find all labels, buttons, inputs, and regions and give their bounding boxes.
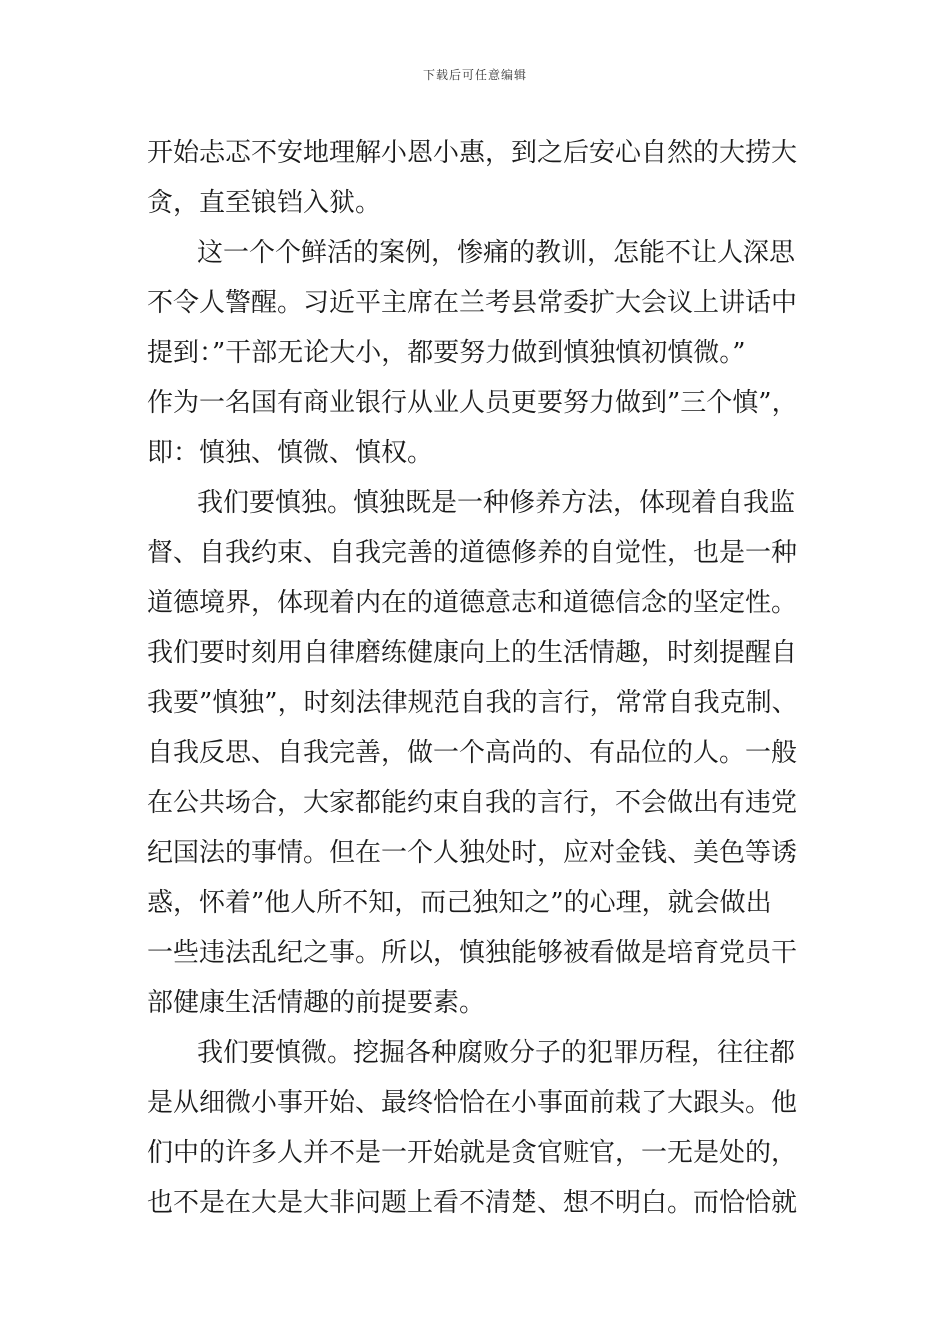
text-line: 道德境界，体现着内在的道德意志和道德信念的坚定性。 [147,588,798,618]
text-line: 作为一名国有商业银行从业人员更要努力做到”三个慎”， [147,388,798,418]
text-line: 纪国法的事情。但在一个人独处时，应对金钱、美色等诱 [147,838,798,868]
text-line: 们中的许多人并不是一开始就是贪官赃官，一无是处的， [147,1138,798,1168]
text-line: 自我反思、自我完善，做一个高尚的、有品位的人。一般 [147,738,798,768]
text-line: 在公共场合，大家都能约束自我的言行，不会做出有违党 [147,788,798,818]
text-line: 开始忐忑不安地理解小恩小惠，到之后安心自然的大捞大 [147,138,798,168]
text-line: 我们要慎独。慎独既是一种修养方法，体现着自我监 [197,488,796,518]
text-line: 也不是在大是大非问题上看不清楚、想不明白。而恰恰就 [147,1188,798,1218]
text-line: 贪，直至锒铛入狱。 [147,188,382,218]
page-header: 下载后可任意编辑 [422,68,527,82]
text-line: 是从细微小事开始、最终恰恰在小事面前栽了大跟头。他 [147,1088,798,1118]
text-line: 我们要慎微。挖掘各种腐败分子的犯罪历程，往往都 [197,1038,796,1068]
text-line: 我们要时刻用自律磨练健康向上的生活情趣，时刻提醒自 [147,638,798,668]
text-line: 即：慎独、慎微、慎权。 [147,438,434,468]
text-line: 惑，怀着”他人所不知，而己独知之”的心理，就会做出 [147,888,772,918]
text-line: 不令人警醒。习近平主席在兰考县常委扩大会议上讲话中 [147,288,798,318]
text-line: 这一个个鲜活的案例，惨痛的教训，怎能不让人深思 [197,238,796,268]
text-line: 提到：”干部无论大小，都要努力做到慎独慎初慎微。” [147,338,746,368]
text-line: 部健康生活情趣的前提要素。 [147,988,486,1018]
text-line: 一些违法乱纪之事。所以，慎独能够被看做是培育党员干 [147,938,798,968]
text-line: 我要”慎独”，时刻法律规范自我的言行，常常自我克制、 [147,688,798,718]
text-line: 督、自我约束、自我完善的道德修养的自觉性，也是一种 [147,538,798,568]
